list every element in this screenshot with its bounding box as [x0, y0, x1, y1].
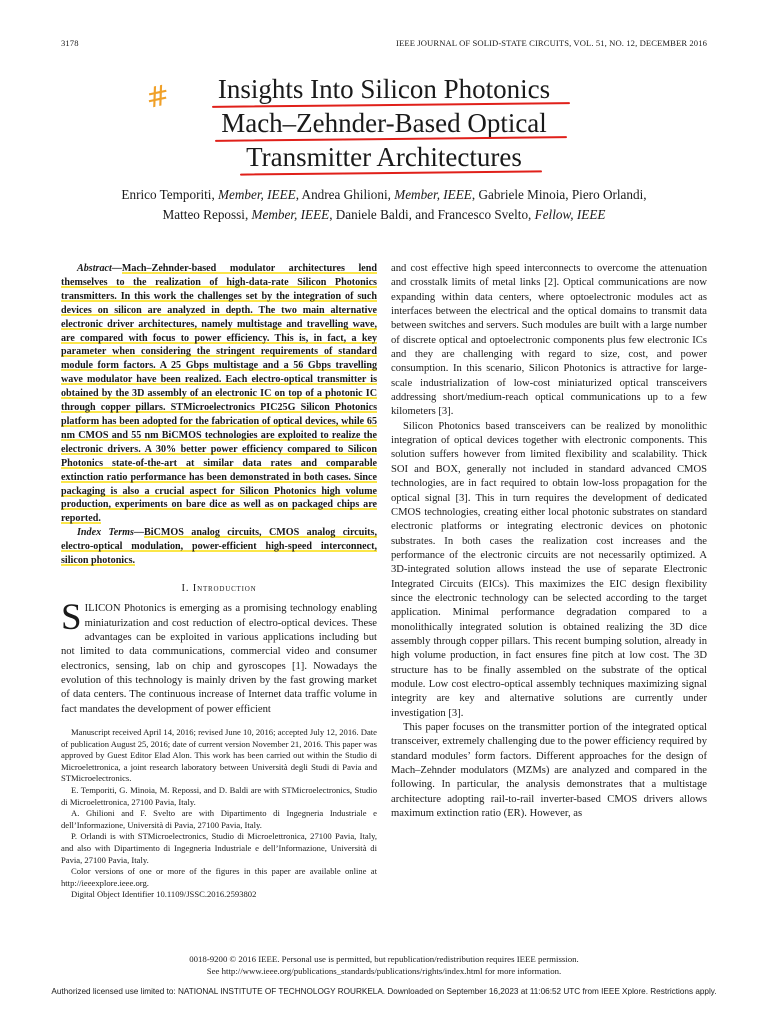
drop-cap: S: [61, 597, 82, 639]
footnote-color-versions: Color versions of one or more of the figures in this paper are available online at http://ieeexplore.ieee.org.: [61, 866, 377, 888]
right-paragraph-2: Silicon Photonics based transceivers can be realized by monolithic integration of optical devices together with electronic components. This solution suffers however from limited flexibility and scalability. Thick SOI and BOX, generally not included in standard advanced CMOS technologies, are in fact required to obtain low-loss propagation for the optical signal [3]. This in turn requires the development of dedicated CMOS technologies, creating either local photonic substrates on standard electronic platforms or integrating electronic devices on photonic substrates. In both cases the realization cost increases and the performance of the electronic circuits are not necessarily optimized. A 3D-integrated solution allows instead the use of separate Electronic Integrated Circuits (EICs). This maximizes the EIC design flexibility since the electronic technology can be selected according to the target application. Minimal performance degradation compared to a monolithically integrated solution is obtained realizing the 3D dice assembly through copper pillars. This recent bumping solution, already in high volume production, in fact ensures fine pitch at low cost. The 3D structure has to be finally assembled on the substrate of the optical module. Low cost electro-optical assembly techniques maximizing signal integrity are key and alternative solutions are currently under investigation [3].: [391, 420, 707, 719]
hash-annotation: #: [142, 77, 173, 116]
author-line-2: Matteo Repossi, Member, IEEE, Daniele Baldi, and Francesco Svelto, Fellow, IEEE: [162, 207, 606, 222]
title-line-2: Mach–Zehnder-Based Optical: [221, 108, 547, 138]
journal-header: IEEE JOURNAL OF SOLID-STATE CIRCUITS, VOL. 51, NO. 12, DECEMBER 2016: [396, 38, 707, 48]
footnote-affiliation-orlandi: P. Orlandi is with STMicroelectronics, Studio di Microelettronica, 27100 Pavia, Italy, and also with Dipartimento di Ingegneria Industriale e dell’Informazione, Università di Pavia, 27100 Pavia, Italy.: [61, 831, 377, 865]
intro-paragraph: SILICON Photonics is emerging as a promising technology enabling miniaturization and cost reduction of electro-optical devices. These advantages can be exploited in various applications including but not limited to data communications, commercial video and consumer electronics, sensing, lab on chip and gyroscopes [1]. Nowadays the evolution of this technology is mainly driven by the fast growing market of data centers. The continuous increase of Internet data traffic volume in fact mandates the development of power efficient: [61, 597, 377, 715]
author-line-1: Enrico Temporiti, Member, IEEE, Andrea Ghilioni, Member, IEEE, Gabriele Minoia, Piero Orlandi,: [121, 187, 647, 202]
index-terms: Index Terms—BiCMOS analog circuits, CMOS analog circuits, electro-optical modulation, power-efficient high-speed interconnect, silicon photonics.: [61, 527, 377, 567]
paper-title: [0, 72, 768, 174]
right-column: [391, 262, 707, 821]
index-terms-label: Index Terms: [77, 527, 134, 539]
footnote-affiliation-pavia: A. Ghilioni and F. Svelto are with Dipartimento di Ingegneria Industriale e dell’Informazione, Università di Pavia, 27100 Pavia, Italy.: [61, 808, 377, 830]
abstract-text: Mach–Zehnder-based modulator architectures lend themselves to the realization of high-data-rate Silicon Photonics transmitters. In this work the challenges set by the integration of such devices on silicon are analyzed in depth. The two main alternative electronic driver architectures, namely multistage and travelling wave, are compared with focus to power efficiency. This is, in fact, a key parameter when considering the stringent requirements of standard module form factors. A 25 Gbps multistage and a 56 Gbps travelling wave modulator have been realized. Each electro-optical transmitter is obtained by the 3D assembly of an electronic IC on top of a photonic IC through copper pillars. STMicroelectronics PIC25G Silicon Photonics platform has been adopted for the fabrication of optical devices, while 65 nm CMOS and 55 nm BiCMOS technologies are exploited to realize the electronic drivers. A 30% better power efficiency compared to Silicon Photonics state-of-the-art at similar data rates and comparable extinction ratio performance has been demonstrated in both cases. Since packaging is also a crucial aspect for Silicon Photonics high volume production, experiments on bare dice as well as on packaged chips are reported.: [61, 263, 377, 525]
left-column: [61, 262, 377, 901]
abstract: Abstract—Mach–Zehnder-based modulator architectures lend themselves to the realization of high-data-rate Silicon Photonics transmitters. In this work the challenges set by the integration of such devices on silicon are analyzed in depth. The two main alternative electronic driver architectures, namely multistage and travelling wave, are compared with focus to power efficiency. This is, in fact, a key parameter when considering the stringent requirements of standard module form factors. A 25 Gbps multistage and a 56 Gbps travelling wave modulator have been realized. Each electro-optical transmitter is obtained by the 3D assembly of an electronic IC on top of a photonic IC through copper pillars. STMicroelectronics PIC25G Silicon Photonics platform has been adopted for the fabrication of optical devices, while 65 nm CMOS and 55 nm BiCMOS technologies are exploited to realize the electronic drivers. A 30% better power efficiency compared to Silicon Photonics state-of-the-art at similar data rates and comparable extinction ratio performance has been demonstrated in both cases. Since packaging is also a crucial aspect for Silicon Photonics high volume production, experiments on bare dice as well as on packaged chips are reported. Index Terms—BiCMOS analog circuits, CMOS analog circuits, electro-optical modulation, power-efficient high-speed interconnect, silicon photonics.: [61, 263, 377, 567]
index-terms-text: BiCMOS analog circuits, CMOS analog circuits, electro-optical modulation, power-efficient high-speed interconnect, silicon photonics.: [61, 527, 377, 567]
abstract-label: Abstract: [77, 263, 112, 274]
footnote-doi: Digital Object Identifier 10.1109/JSSC.2016.2593802: [71, 889, 257, 900]
right-paragraph-1: and cost effective high speed interconnects to overcome the attenuation and crosstalk limits of metal links [2]. Optical communications are now expanding within data centers, where optoelectronic modules act as interfaces between the electrical and the optical domains to transmit data between switches and servers. Such modules are built with a large number of discrete optical and optoelectronic components plus few electronic ICs and they are challenging with regard to size, cost, and power consumption. In this scenario, Silicon Photonics is attractive for large-scale industrialization of low-cost miniaturized optical transceivers addressing short/medium-reach optical communications up to a few kilometers [3].: [391, 263, 707, 418]
footnote-manuscript: Manuscript received April 14, 2016; revised June 10, 2016; accepted July 12, 2016. Date of publication August 25, 2016; date of current version November 21, 2016. This paper was approved by Guest Editor Elad Alon. This work has been carried out within the Studio di Microelettronica, a joint research laboratory between Università degli Studi di Pavia and STMicroelectronics.: [61, 727, 377, 784]
footnote-affiliation-st: E. Temporiti, G. Minoia, M. Repossi, and D. Baldi are with STMicroelectronics, Studio di Microelettronica, 27100 Pavia, Italy.: [61, 785, 377, 807]
right-paragraph-3: This paper focuses on the transmitter portion of the integrated optical transceiver, extremely challenging due to the power efficiency required by standard modules’ form factors. Different approaches for the design of Mach–Zehnder modulators (MZMs) are analyzed and compared in the following. In particular, the analysis demonstrates that a multistage architecture adopting rail-to-rail inverter-based CMOS drivers allows maximum extinction ratio (ER). However, as: [391, 722, 707, 820]
copyright-notice: 0018-9200 © 2016 IEEE. Personal use is permitted, but republication/redistribution requires IEEE permission. See http://www.ieee.org/publications_standards/publications/rights/index.html for more information.: [189, 954, 579, 976]
author-list: [0, 185, 768, 225]
page-number: 3178: [61, 38, 79, 48]
licence-notice: Authorized licensed use limited to: NATIONAL INSTITUTE OF TECHNOLOGY ROURKELA. Downloaded on September 16,2023 at 11:06:52 UTC from IEEE Xplore. Restrictions apply.: [51, 987, 717, 996]
footnotes: [61, 727, 377, 901]
section-heading-introduction: I. Introduction: [181, 582, 257, 594]
title-line-3: Transmitter Architectures: [246, 142, 522, 172]
title-line-1: Insights Into Silicon Photonics: [217, 74, 551, 104]
